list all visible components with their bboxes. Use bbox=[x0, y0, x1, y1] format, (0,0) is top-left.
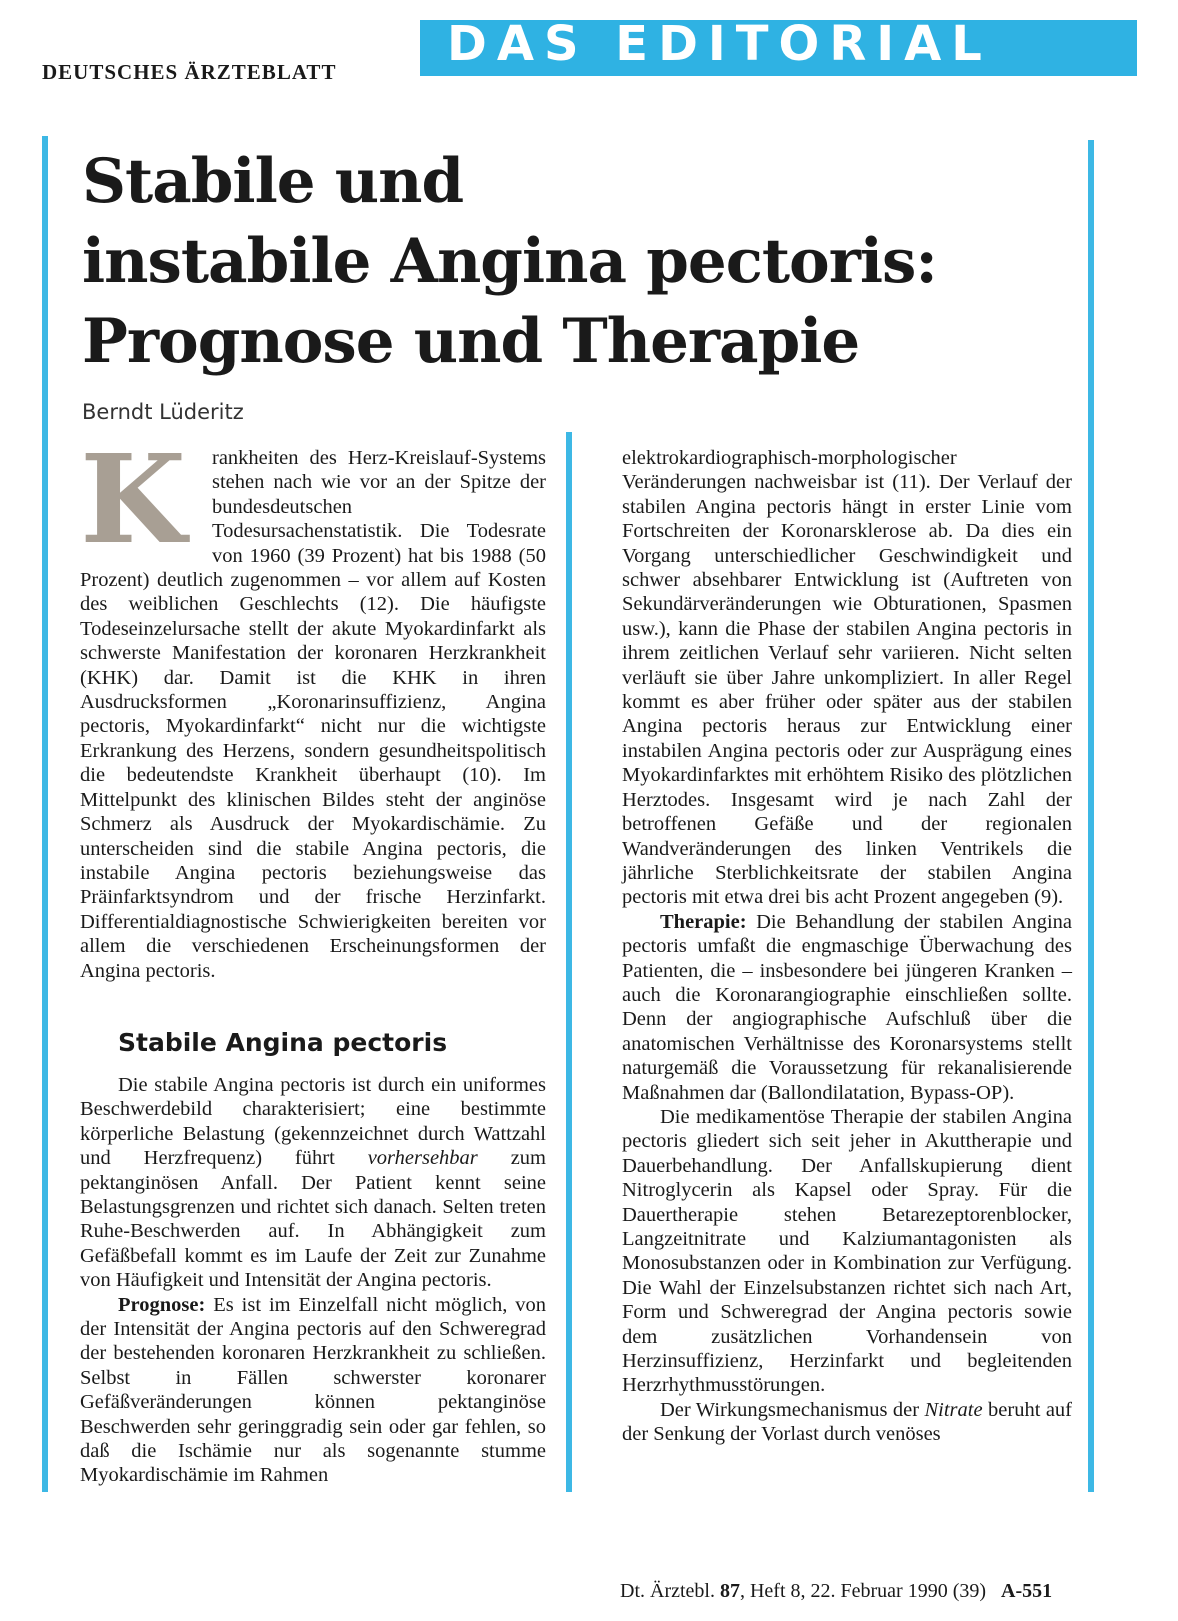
text: Die stabile Angina pectoris ist durch ein uniformes Beschwerdebild charakterisiert; eine bestimmte körperliche Belastung (gekennzeichnet durch Wattzahl und Herzfrequenz) führt bbox=[80, 1073, 546, 1170]
emphasis: vorhersehbar bbox=[367, 1147, 478, 1170]
middle-accent-bar bbox=[566, 432, 572, 1492]
emphasis: Nitrate bbox=[924, 1398, 983, 1421]
text: Der Wirkungsmechanismus der bbox=[660, 1398, 925, 1421]
section-banner-label: DAS EDITORIAL bbox=[447, 16, 992, 72]
intro-paragraph bbox=[80, 427, 546, 983]
text: Es ist im Einzelfall nicht möglich, von der Intensität der Angina pectoris auf den Schweregrad der bestehenden koronaren Herzkrankheit zu schließen. Selbst in Fällen schwerster koronarer Gefäßveränderungen können pektanginöse Beschwerden sehr geringgradig sein oder gar fehlen, so daß die Ischämie nur als sogenannte stumme Myokardischämie im Rahmen bbox=[80, 1293, 546, 1487]
citation: Dt. Ärztebl. bbox=[620, 1580, 720, 1602]
volume: 87 bbox=[719, 1580, 740, 1602]
run-in-label: Prognose: bbox=[118, 1293, 206, 1316]
intro-text: rankheiten des Herz-Kreislauf-Systems stehen nach wie vor an der Spitze der bundesdeutschen Todesursachenstatistik. Die Todesrate von 1960 (39 Prozent) hat bis 1988 (50 Prozent) deutlich zugenommen – vor allem auf Kosten des weiblichen Geschlechts (12). Die häufigste Todeseinzelursache stellt der akute Myokardinfarkt als schwerste Manifestation der koronaren Herzkrankheit (KHK) dar. Damit ist die KHK in ihren Ausdrucksformen „Koronarinsuffizienz, Angina pectoris, Myokardinfarkt“ nicht nur die wichtigste Erkrankung des Herzens, sondern gesundheitspolitisch die bedeutendste Krankheit überhaupt (10). Im Mittelpunkt des klinischen Bildes steht der anginöse Schmerz als Ausdruck der Myokardischämie. Zu unterscheiden sind die stabile Angina pectoris, die instabile Angina pectoris beziehungsweise das Präinfarktsyndrom und der frische Herzinfarkt. Differentialdiagnostische Schwierigkeiten bereiten vor allem die verschiedenen Erscheinungsformen der Angina pectoris. bbox=[80, 447, 546, 982]
title-line-2: instabile Angina pectoris: bbox=[82, 226, 937, 297]
text: beruht auf der Senkung der Vorlast durch venöses bbox=[622, 1398, 1073, 1446]
column-right bbox=[622, 446, 1072, 1447]
paragraph-continuation: elektrokardiographisch-morphologischer Veränderungen nachweisbar ist (11). Der Verlauf der stabilen Angina pectoris hängt in erster Linie vom Fortschreiten der Koronarsklerose ab. Da dies ein Vorgang unterschiedlicher Geschwindigkeit und schwer absehbarer Entwicklung ist (Auftreten von Sekundärveränderungen wie Obturationen, Spasmen usw.), kann die Phase der stabilen Angina pectoris in ihrem zeitlichen Verlauf sehr variieren. Nicht selten verläuft sie über Jahre unkompliziert. In aller Regel kommt es aber früher oder später aus der stabilen Angina pectoris heraus zur Entwicklung einer instabilen Angina pectoris oder zur Ausprägung eines Myokardinfarktes mit erhöhtem Risiko des plötzlichen Herztodes. Insgesamt wird je nach Zahl der betroffenen Gefäße und der regionalen Wandveränderungen des linken Ventrikels die jährliche Sterblichkeitsrate der stabilen Angina pectoris mit etwa drei bis acht Prozent angegeben (9). bbox=[622, 447, 1072, 909]
section-heading: Stabile Angina pectoris bbox=[118, 1027, 448, 1057]
paragraph-therapie bbox=[622, 910, 1072, 1105]
journal-name: DEUTSCHES ÄRZTEBLATT bbox=[42, 60, 337, 84]
page-number: A-551 bbox=[1001, 1580, 1053, 1602]
page-footer bbox=[620, 1580, 1052, 1603]
title-line-3: Prognose und Therapie bbox=[82, 306, 860, 377]
left-accent-bar bbox=[42, 136, 48, 1492]
article-title bbox=[82, 142, 1122, 382]
paragraph-wirkung bbox=[622, 1398, 1072, 1447]
paragraph-prognose bbox=[80, 1293, 546, 1488]
citation-issue: , Heft 8, 22. Februar 1990 (39) bbox=[739, 1580, 987, 1602]
drop-cap: K bbox=[80, 427, 187, 571]
paragraph-stabile bbox=[80, 1073, 546, 1293]
author: Berndt Lüderitz bbox=[82, 400, 244, 424]
title-line-1: Stabile und bbox=[82, 146, 464, 217]
run-in-label: Therapie: bbox=[660, 910, 747, 933]
column-left bbox=[80, 427, 546, 1488]
paragraph-medikament: Die medikamentöse Therapie der stabilen Angina pectoris gliedert sich seit jeher in Akuttherapie und Dauerbehandlung. Der Anfallskupierung dient Nitroglycerin als Kapsel oder Spray. Für die Dauertherapie stehen Betarezeptorenblocker, Langzeitnitrate und Kalziumantagonisten als Monosubstanzen oder in Kombination zur Verfügung. Die Wahl der Einzelsubstanzen richtet sich nach Art, Form und Schweregrad der Angina pectoris sowie dem zusätzlichen Vorhandensein von Herzinsuffizienz, Herzinfarkt und begleitenden Herzrhythmusstörungen. bbox=[622, 1105, 1072, 1397]
text: zum pektanginösen Anfall. Der Patient kennt seine Belastungsgrenzen und richtet sich danach. Selten treten Ruhe-Beschwerden auf. In Abhängigkeit zum Gefäßbefall kommt es im Laufe der Zeit zur Zunahme von Häufigkeit und Intensität der Angina pectoris. bbox=[80, 1147, 546, 1292]
text: Die Behandlung der stabilen Angina pectoris umfaßt die engmaschige Überwachung des Patienten, die – insbesondere bei jüngeren Kranken – auch die Koronarangiographie einschließen sollte. Denn der angiographische Aufschluß über die anatomischen Verhältnisse des Koronarsystems stellt naturgemäß die Voraussetzung für rekanalisierende Maßnahmen dar (Ballondilatation, Bypass-OP). bbox=[622, 910, 1072, 1104]
